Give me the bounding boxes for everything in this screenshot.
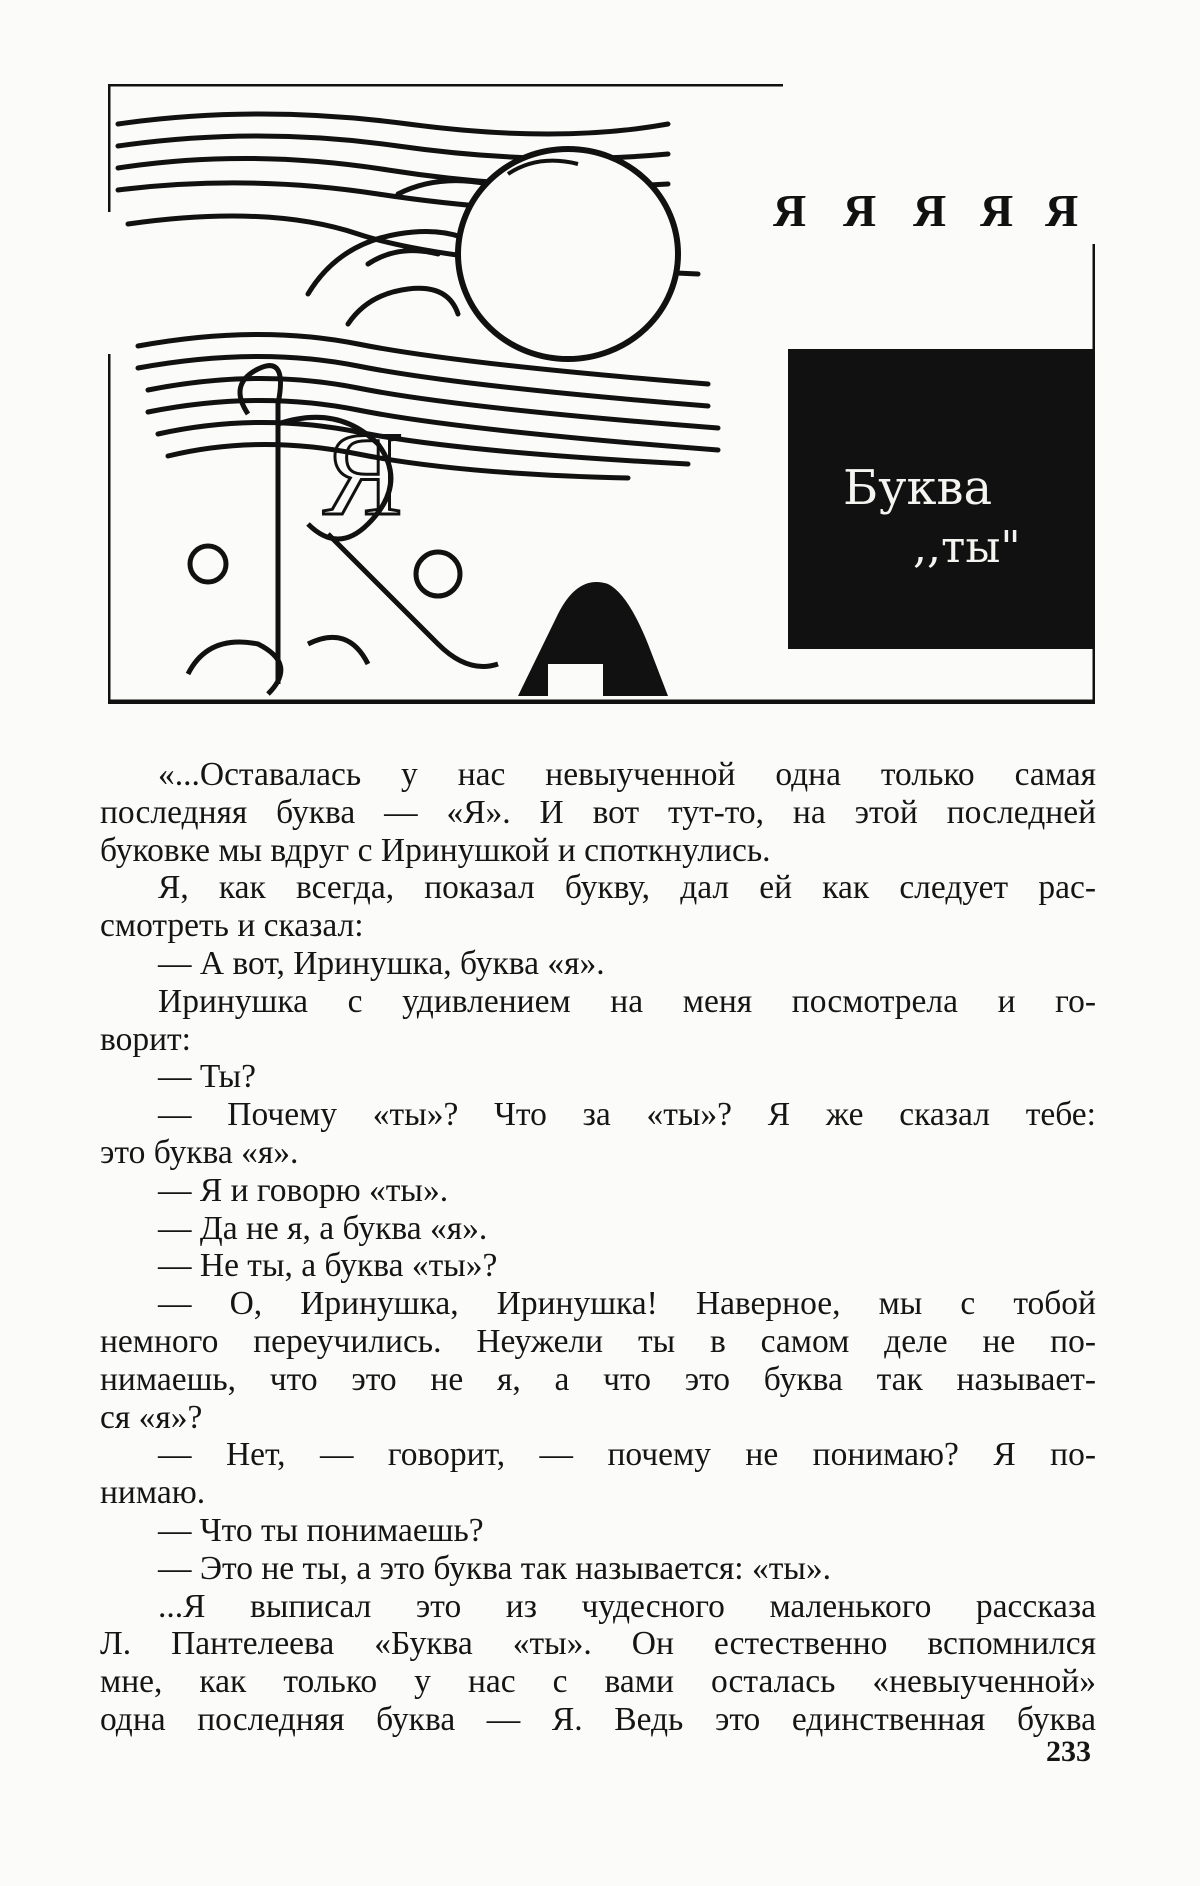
text-line: немного переучились. Неужели ты в самом деле не по-	[100, 1322, 1096, 1360]
text-line: — Я и говорю «ты».	[158, 1171, 449, 1209]
text-line: «...Оставалась у нас невыученной одна только самая	[158, 756, 1096, 793]
text-line: нимаю.	[100, 1474, 206, 1512]
text-line: мне, как только у нас с вами осталась «невыученной»	[100, 1663, 1096, 1701]
text-line: буковке мы вдруг с Иринушкой и споткнулись.	[100, 831, 771, 869]
text-line: последняя буква — «Я». И вот тут-то, на этой последней	[100, 793, 1096, 831]
text-line: Иринушка с удивлением на меня посмотрела и го-	[158, 982, 1096, 1020]
text-line: — Что ты понимаешь?	[158, 1511, 484, 1549]
text-line: — Ты?	[158, 1058, 257, 1096]
text-line: — Почему «ты»? Что за «ты»? Я же сказал тебе:	[158, 1096, 1096, 1134]
title-line-2: ,,ты"	[913, 522, 1021, 573]
letter-row	[773, 185, 1078, 236]
text-line: ся «я»?	[100, 1398, 203, 1436]
text-line: ...Я выписал это из чудесного маленького рассказа	[158, 1587, 1096, 1625]
dark-letter	[518, 582, 668, 696]
text-line: — Это не ты, а это буква так называется: «ты».	[158, 1549, 831, 1587]
letter-ya-4: Я	[980, 185, 1014, 236]
letter-ya-5: Я	[1045, 185, 1079, 236]
text-line: смотреть и сказал:	[100, 907, 364, 945]
text-line: — А вот, Иринушка, буква «я».	[158, 944, 605, 982]
letter-ya-3: Я	[913, 185, 947, 236]
chapter-illustration	[108, 84, 1095, 704]
text-line: — Не ты, а буква «ты»?	[158, 1247, 498, 1285]
ball-icon	[458, 149, 678, 359]
text-line: Л. Пантелеева «Буква «ты». Он естественно вспомнился	[100, 1625, 1096, 1663]
letter-ya-1: Я	[773, 185, 807, 236]
letter-ya-2: Я	[843, 185, 877, 236]
ornament-icon	[188, 366, 498, 694]
text-line: ворит:	[100, 1020, 191, 1058]
ornamental-initial: Я	[323, 407, 404, 540]
text-line: одна последняя буква — Я. Ведь это единственная буква	[100, 1700, 1096, 1738]
text-line: — О, Иринушка, Иринушка! Наверное, мы с тобой	[158, 1285, 1096, 1323]
body-text	[100, 756, 1096, 1739]
text-line: это буква «я».	[100, 1133, 299, 1171]
title-line-1: Буква	[843, 460, 993, 516]
text-line: нимаешь, что это не я, а что это буква так называет-	[100, 1360, 1096, 1398]
text-line: — Да не я, а буква «я».	[158, 1209, 488, 1247]
text-line: Я, как всегда, показал букву, дал ей как следует рас-	[158, 869, 1096, 907]
page-number: 233	[1046, 1735, 1091, 1768]
text-line: — Нет, — говорит, — почему не понимаю? Я по-	[158, 1436, 1096, 1474]
